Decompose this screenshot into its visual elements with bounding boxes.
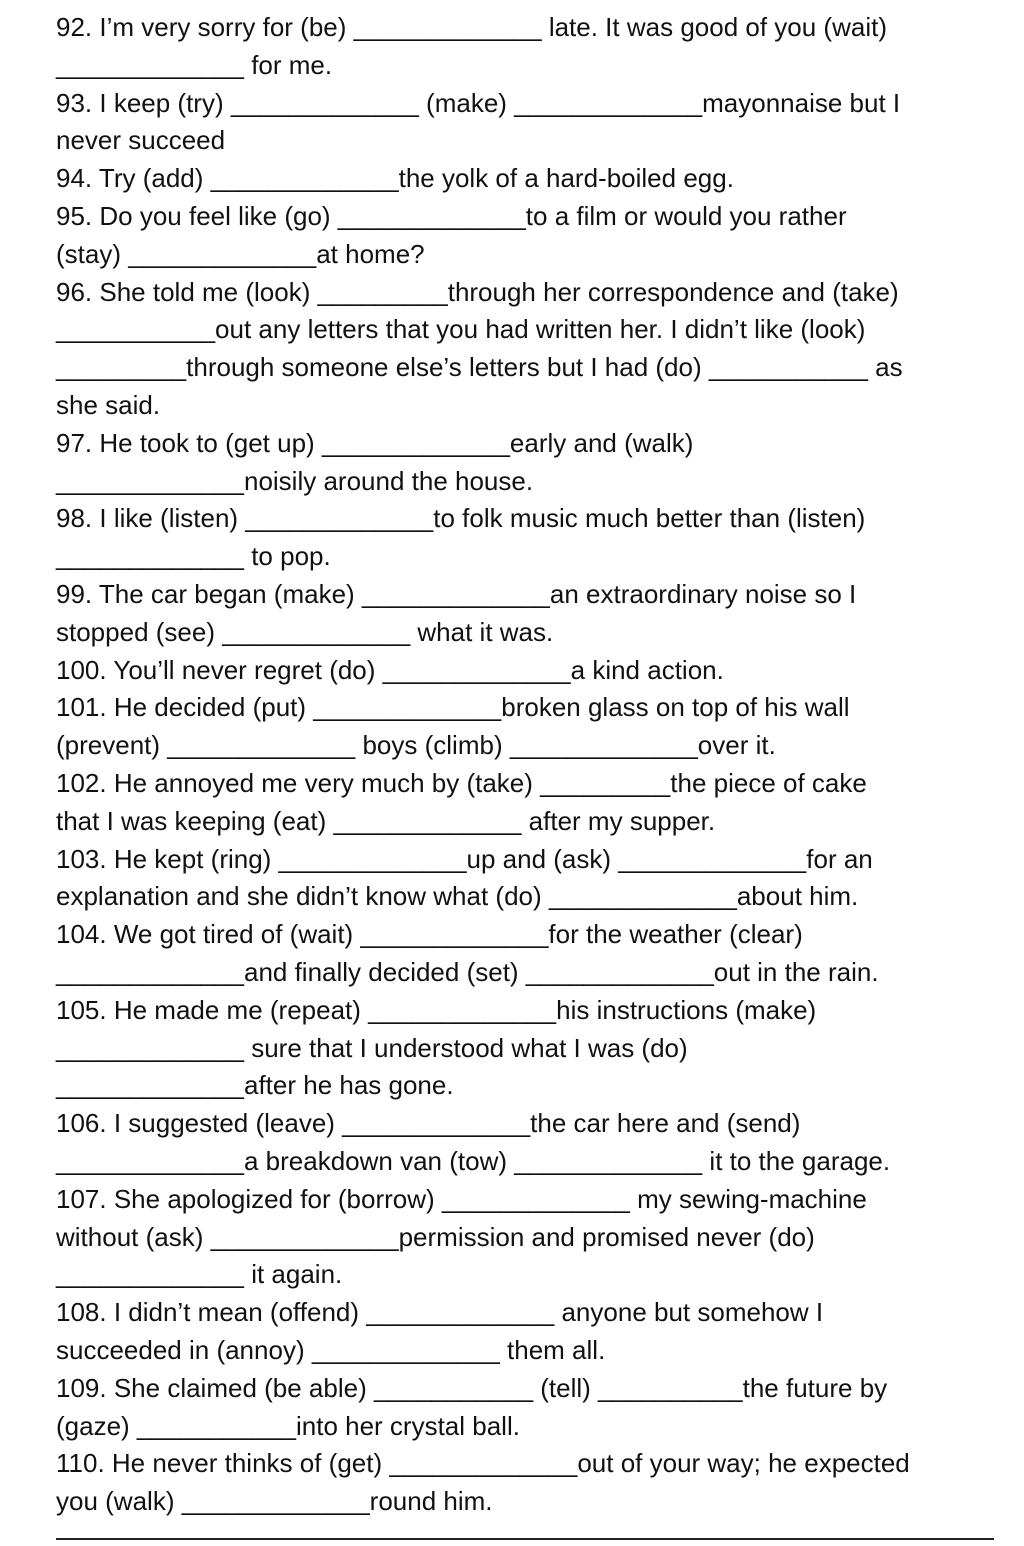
exercise-line: 105. He made me (repeat) _____________his instructions (make) [56,994,817,1025]
exercise-line: never succeed [56,125,226,156]
exercise-line: 101. He decided (put) _____________broken glass on top of his wall [56,692,850,723]
exercise-line: 100. You’ll never regret (do) _____________a kind action. [56,654,724,685]
exercise-line: 96. She told me (look) _________through her correspondence and (take) [56,276,899,307]
exercise-line: 95. Do you feel like (go) _____________to a film or would you rather [56,201,847,231]
exercise-line: 98. I like (listen) _____________to folk music much better than (listen) [56,503,866,534]
exercise-line: (stay) _____________at home? [56,238,425,269]
exercise-line: _____________ for me. [56,49,333,80]
exercise-line: 110. He never thinks of (get) _____________out of your way; he expected [56,1448,910,1479]
exercise-line: 109. She claimed (be able) ___________ (tell) __________the future by [56,1372,888,1403]
exercise-line: 102. He annoyed me very much by (take) _________the piece of cake [56,768,867,798]
exercise-line: 103. He kept (ring) _____________up and (ask) _____________for an [56,843,873,874]
exercise-line: 104. We got tired of (wait) _____________for the weather (clear) [56,919,803,950]
exercise-line: (gaze) ___________into her crystal ball. [56,1410,520,1441]
exercise-line: 93. I keep (try) _____________ (make) _____________mayonnaise but I [56,87,901,118]
exercise-line: 92. I’m very sorry for (be) _____________ late. It was good of you (wait) [56,12,887,42]
exercise-line: _____________ sure that I understood what I was (do) [56,1032,688,1063]
exercise-line: explanation and she didn’t know what (do) _____________about him. [56,881,859,912]
exercise-line: 99. The car began (make) _____________an extraordinary noise so I [56,579,857,609]
exercise-line: _____________after he has gone. [56,1070,454,1101]
exercise-line: she said. [56,390,161,420]
exercise-line: 94. Try (add) _____________the yolk of a hard-boiled egg. [56,163,734,194]
exercise-line: stopped (see) _____________ what it was. [56,616,554,647]
exercise-line: succeeded in (annoy) _____________ them all. [56,1335,606,1365]
exercise-line: you (walk) _____________round him. [56,1486,493,1517]
exercise-line: _____________and finally decided (set) _____________out in the rain. [56,957,879,987]
exercise-line: _____________noisily around the house. [56,465,534,496]
exercise-line: ___________out any letters that you had written her. I didn’t like (look) [56,314,866,345]
bottom-rule [56,1538,994,1540]
exercise-line: 97. He took to (get up) _____________early and (walk) [56,427,694,458]
exercise-line: 107. She apologized for (borrow) _____________ my sewing-machine [56,1183,867,1214]
exercise-line: _____________a breakdown van (tow) _____________ it to the garage. [56,1146,891,1176]
exercise-line: _____________ it again. [56,1259,343,1290]
exercise-line: _____________ to pop. [56,541,331,572]
exercise-line: that I was keeping (eat) _____________ after my supper. [56,805,716,836]
exercise-line: 108. I didn’t mean (offend) _____________ anyone but somehow I [56,1297,824,1328]
exercise-line: _________through someone else’s letters but I had (do) ___________ as [56,352,903,383]
exercise-line: (prevent) _____________ boys (climb) _____________over it. [56,730,776,761]
exercise-line: 106. I suggested (leave) _____________the car here and (send) [56,1108,801,1139]
exercise-line: without (ask) _____________permission and promised never (do) [56,1221,815,1252]
